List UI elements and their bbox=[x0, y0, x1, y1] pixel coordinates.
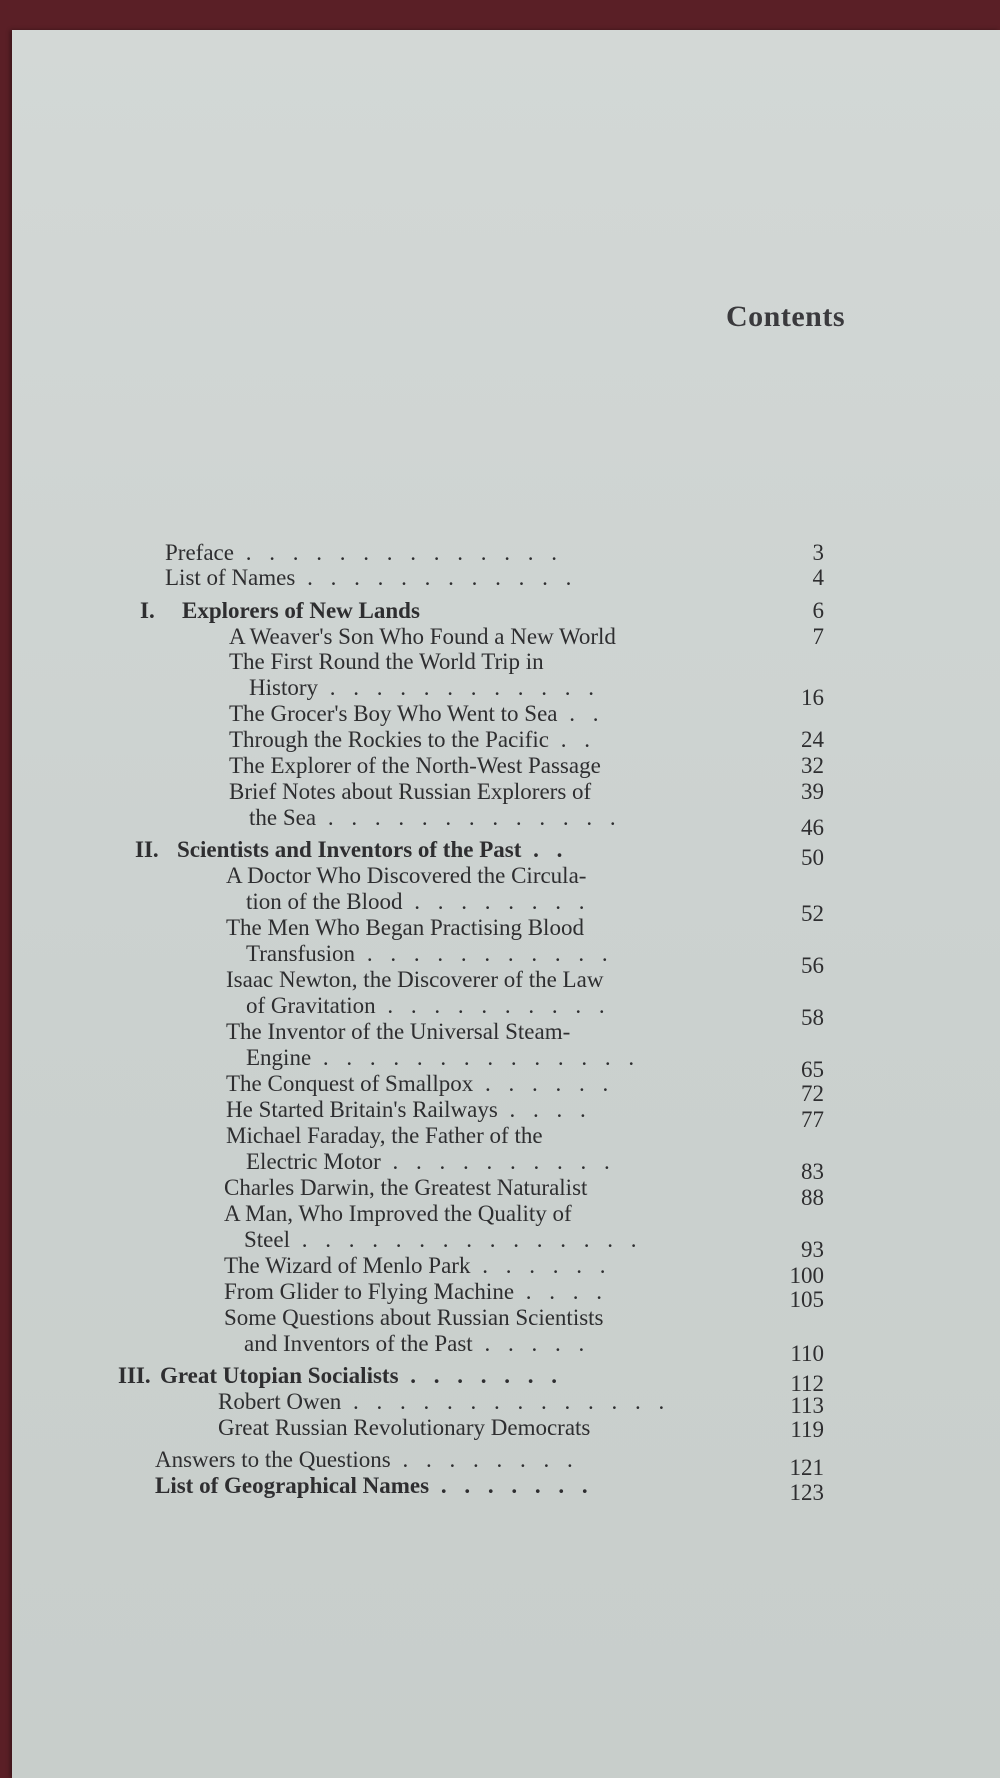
toc-entry bbox=[249, 805, 622, 830]
dot-leader: . . . . . . . . . . . . . . bbox=[311, 1045, 641, 1070]
toc-entry bbox=[229, 624, 616, 649]
toc-entry bbox=[246, 993, 611, 1018]
toc-entry bbox=[226, 1123, 543, 1148]
toc-entry bbox=[229, 727, 596, 752]
page-number: 77 bbox=[801, 1107, 824, 1132]
toc-entry-title: Preface bbox=[165, 540, 234, 565]
toc-entry-title: The Wizard of Menlo Park bbox=[224, 1253, 471, 1278]
toc-entry bbox=[246, 1149, 616, 1174]
page-number: 52 bbox=[801, 901, 824, 926]
dot-leader: . . . . . . . . . . . . . . bbox=[341, 1389, 671, 1414]
page-number: 119 bbox=[790, 1417, 824, 1442]
toc-entry bbox=[140, 598, 420, 623]
toc-entry bbox=[135, 837, 568, 862]
toc-entry bbox=[229, 649, 544, 674]
dot-leader: . . . . bbox=[497, 1097, 592, 1122]
toc-entry-title: Brief Notes about Russian Explorers of bbox=[229, 779, 592, 804]
page-number: 65 bbox=[801, 1057, 824, 1082]
toc-entry bbox=[226, 863, 586, 888]
page-number: 110 bbox=[790, 1341, 824, 1366]
toc-entry bbox=[224, 1175, 587, 1200]
toc-entry bbox=[118, 1363, 563, 1388]
page-title: Contents bbox=[725, 300, 845, 333]
page-number: 105 bbox=[789, 1287, 824, 1312]
dot-leader: . . . . . . . . . . bbox=[380, 1149, 616, 1174]
page-number: 16 bbox=[801, 685, 824, 710]
page-number: 88 bbox=[801, 1185, 824, 1210]
toc-entry-title: Scientists and Inventors of the Past bbox=[177, 837, 522, 862]
toc-entry-title: From Glider to Flying Machine bbox=[224, 1279, 515, 1304]
dot-leader: . . bbox=[521, 837, 569, 862]
dot-leader: . . . . . . . . . . bbox=[375, 993, 611, 1018]
toc-entry bbox=[224, 1201, 572, 1226]
toc-entry bbox=[226, 1097, 592, 1122]
toc-entry bbox=[218, 1415, 590, 1440]
page-number: 58 bbox=[801, 1005, 824, 1030]
toc-entry-title: Transfusion bbox=[246, 941, 356, 966]
toc-entry bbox=[155, 1473, 594, 1498]
page-number: 4 bbox=[812, 565, 824, 590]
toc-entry-title: The Explorer of the North-West Passage bbox=[229, 753, 601, 778]
toc-entry-title: List of Geographical Names bbox=[155, 1473, 430, 1498]
toc-entry bbox=[155, 1447, 579, 1472]
dot-leader: . . . . . . . . bbox=[402, 889, 591, 914]
toc-entry-title: The First Round the World Trip in bbox=[229, 649, 544, 674]
toc-entry-title: The Inventor of the Universal Steam- bbox=[226, 1019, 571, 1044]
toc-entry-title: Isaac Newton, the Discoverer of the Law bbox=[226, 967, 604, 992]
dot-leader: . . bbox=[557, 701, 605, 726]
toc-entry-title: Great Russian Revolutionary Democrats bbox=[218, 1415, 591, 1440]
dot-leader: . . . . . . . bbox=[429, 1473, 594, 1498]
dot-leader: . . . . . . . bbox=[398, 1363, 564, 1388]
page-number: 123 bbox=[789, 1480, 824, 1505]
dot-leader: . . . . . . . . . . . . . bbox=[316, 805, 622, 830]
toc-entry-title: Robert Owen bbox=[218, 1389, 342, 1414]
page-number: 46 bbox=[801, 815, 824, 840]
toc-entry-title: Electric Motor bbox=[246, 1149, 381, 1174]
dot-leader: . . . . . . . . bbox=[390, 1447, 579, 1472]
toc-entry-title: Steel bbox=[244, 1227, 290, 1252]
dot-leader: . . bbox=[549, 727, 597, 752]
section-numeral: I. bbox=[140, 598, 155, 623]
page-number: 112 bbox=[790, 1371, 824, 1396]
section-numeral: II. bbox=[135, 837, 159, 862]
toc-entry-title: The Conquest of Smallpox bbox=[226, 1071, 474, 1096]
dot-leader: . . . . bbox=[514, 1279, 609, 1304]
toc-entry bbox=[229, 753, 601, 778]
dot-leader: . . . . . . . . . . . . . . bbox=[233, 540, 563, 565]
page-number: 50 bbox=[801, 845, 824, 870]
toc-entry bbox=[244, 1331, 590, 1356]
toc-entry bbox=[165, 540, 563, 565]
toc-entry-title: of Gravitation bbox=[246, 993, 376, 1018]
toc-entry bbox=[244, 1227, 643, 1252]
toc-entry-title: A Man, Who Improved the Quality of bbox=[224, 1201, 572, 1226]
section-numeral: III. bbox=[118, 1363, 151, 1388]
toc-entry bbox=[226, 967, 603, 992]
toc-entry-title: and Inventors of the Past bbox=[244, 1331, 473, 1356]
page-number: 113 bbox=[790, 1393, 824, 1418]
page-number: 83 bbox=[801, 1159, 824, 1184]
toc-entry bbox=[229, 779, 591, 804]
toc-entry bbox=[224, 1305, 604, 1330]
toc-entry bbox=[226, 1019, 570, 1044]
toc-entry-title: The Grocer's Boy Who Went to Sea bbox=[229, 701, 558, 726]
dot-leader: . . . . . . . . . . . bbox=[355, 941, 614, 966]
page-number: 39 bbox=[801, 779, 824, 804]
toc-entry bbox=[226, 915, 584, 940]
page-number: 72 bbox=[801, 1081, 824, 1106]
toc-entry-title: Through the Rockies to the Pacific bbox=[229, 727, 550, 752]
page-number: 32 bbox=[801, 753, 824, 778]
dot-leader: . . . . . . bbox=[470, 1253, 612, 1278]
toc-entry bbox=[246, 889, 591, 914]
toc-entry-title: Some Questions about Russian Scientists bbox=[224, 1305, 604, 1330]
toc-entry-title: Explorers of New Lands bbox=[182, 598, 420, 623]
toc-entry bbox=[224, 1279, 608, 1304]
toc-entry bbox=[246, 941, 614, 966]
toc-entry-title: The Men Who Began Practising Blood bbox=[226, 915, 584, 940]
toc-entry-title: Michael Faraday, the Father of the bbox=[226, 1123, 543, 1148]
page-number: 56 bbox=[801, 953, 824, 978]
page-number: 121 bbox=[789, 1455, 824, 1480]
toc-entry-title: List of Names bbox=[165, 565, 296, 590]
page-number: 3 bbox=[812, 540, 824, 565]
book-page bbox=[12, 30, 1000, 1778]
toc-entry-title: Great Utopian Socialists bbox=[160, 1363, 399, 1388]
toc-entry-title: He Started Britain's Railways bbox=[226, 1097, 498, 1122]
dot-leader: . . . . . . . . . . . . . . . bbox=[290, 1227, 643, 1252]
toc-entry bbox=[218, 1389, 670, 1414]
toc-entry-title: Charles Darwin, the Greatest Naturalist bbox=[224, 1175, 588, 1200]
toc-entry-title: the Sea bbox=[249, 805, 317, 830]
toc-entry-title: History bbox=[249, 675, 318, 700]
page-number: 100 bbox=[789, 1263, 824, 1288]
toc-entry-title: A Weaver's Son Who Found a New World bbox=[229, 624, 616, 649]
table-of-contents bbox=[12, 525, 1000, 1525]
page-number: 24 bbox=[801, 727, 824, 752]
dot-leader: . . . . . . bbox=[473, 1071, 615, 1096]
toc-entry-title: tion of the Blood bbox=[246, 889, 403, 914]
dot-leader: . . . . . bbox=[472, 1331, 591, 1356]
toc-entry bbox=[165, 565, 577, 590]
toc-entry-title: Engine bbox=[246, 1045, 312, 1070]
page-number: 6 bbox=[812, 598, 824, 623]
toc-entry bbox=[226, 1071, 614, 1096]
toc-entry bbox=[229, 701, 604, 726]
toc-entry bbox=[246, 1045, 640, 1070]
dot-leader: . . . . . . . . . . . . bbox=[295, 565, 578, 590]
page-number: 93 bbox=[801, 1237, 824, 1262]
toc-entry-title: Answers to the Questions bbox=[155, 1447, 391, 1472]
toc-entry bbox=[249, 675, 600, 700]
toc-entry-title: A Doctor Who Discovered the Circula- bbox=[226, 863, 587, 888]
dot-leader: . . . . . . . . . . . . bbox=[318, 675, 600, 700]
page-number: 7 bbox=[812, 624, 824, 649]
toc-entry bbox=[224, 1253, 611, 1278]
